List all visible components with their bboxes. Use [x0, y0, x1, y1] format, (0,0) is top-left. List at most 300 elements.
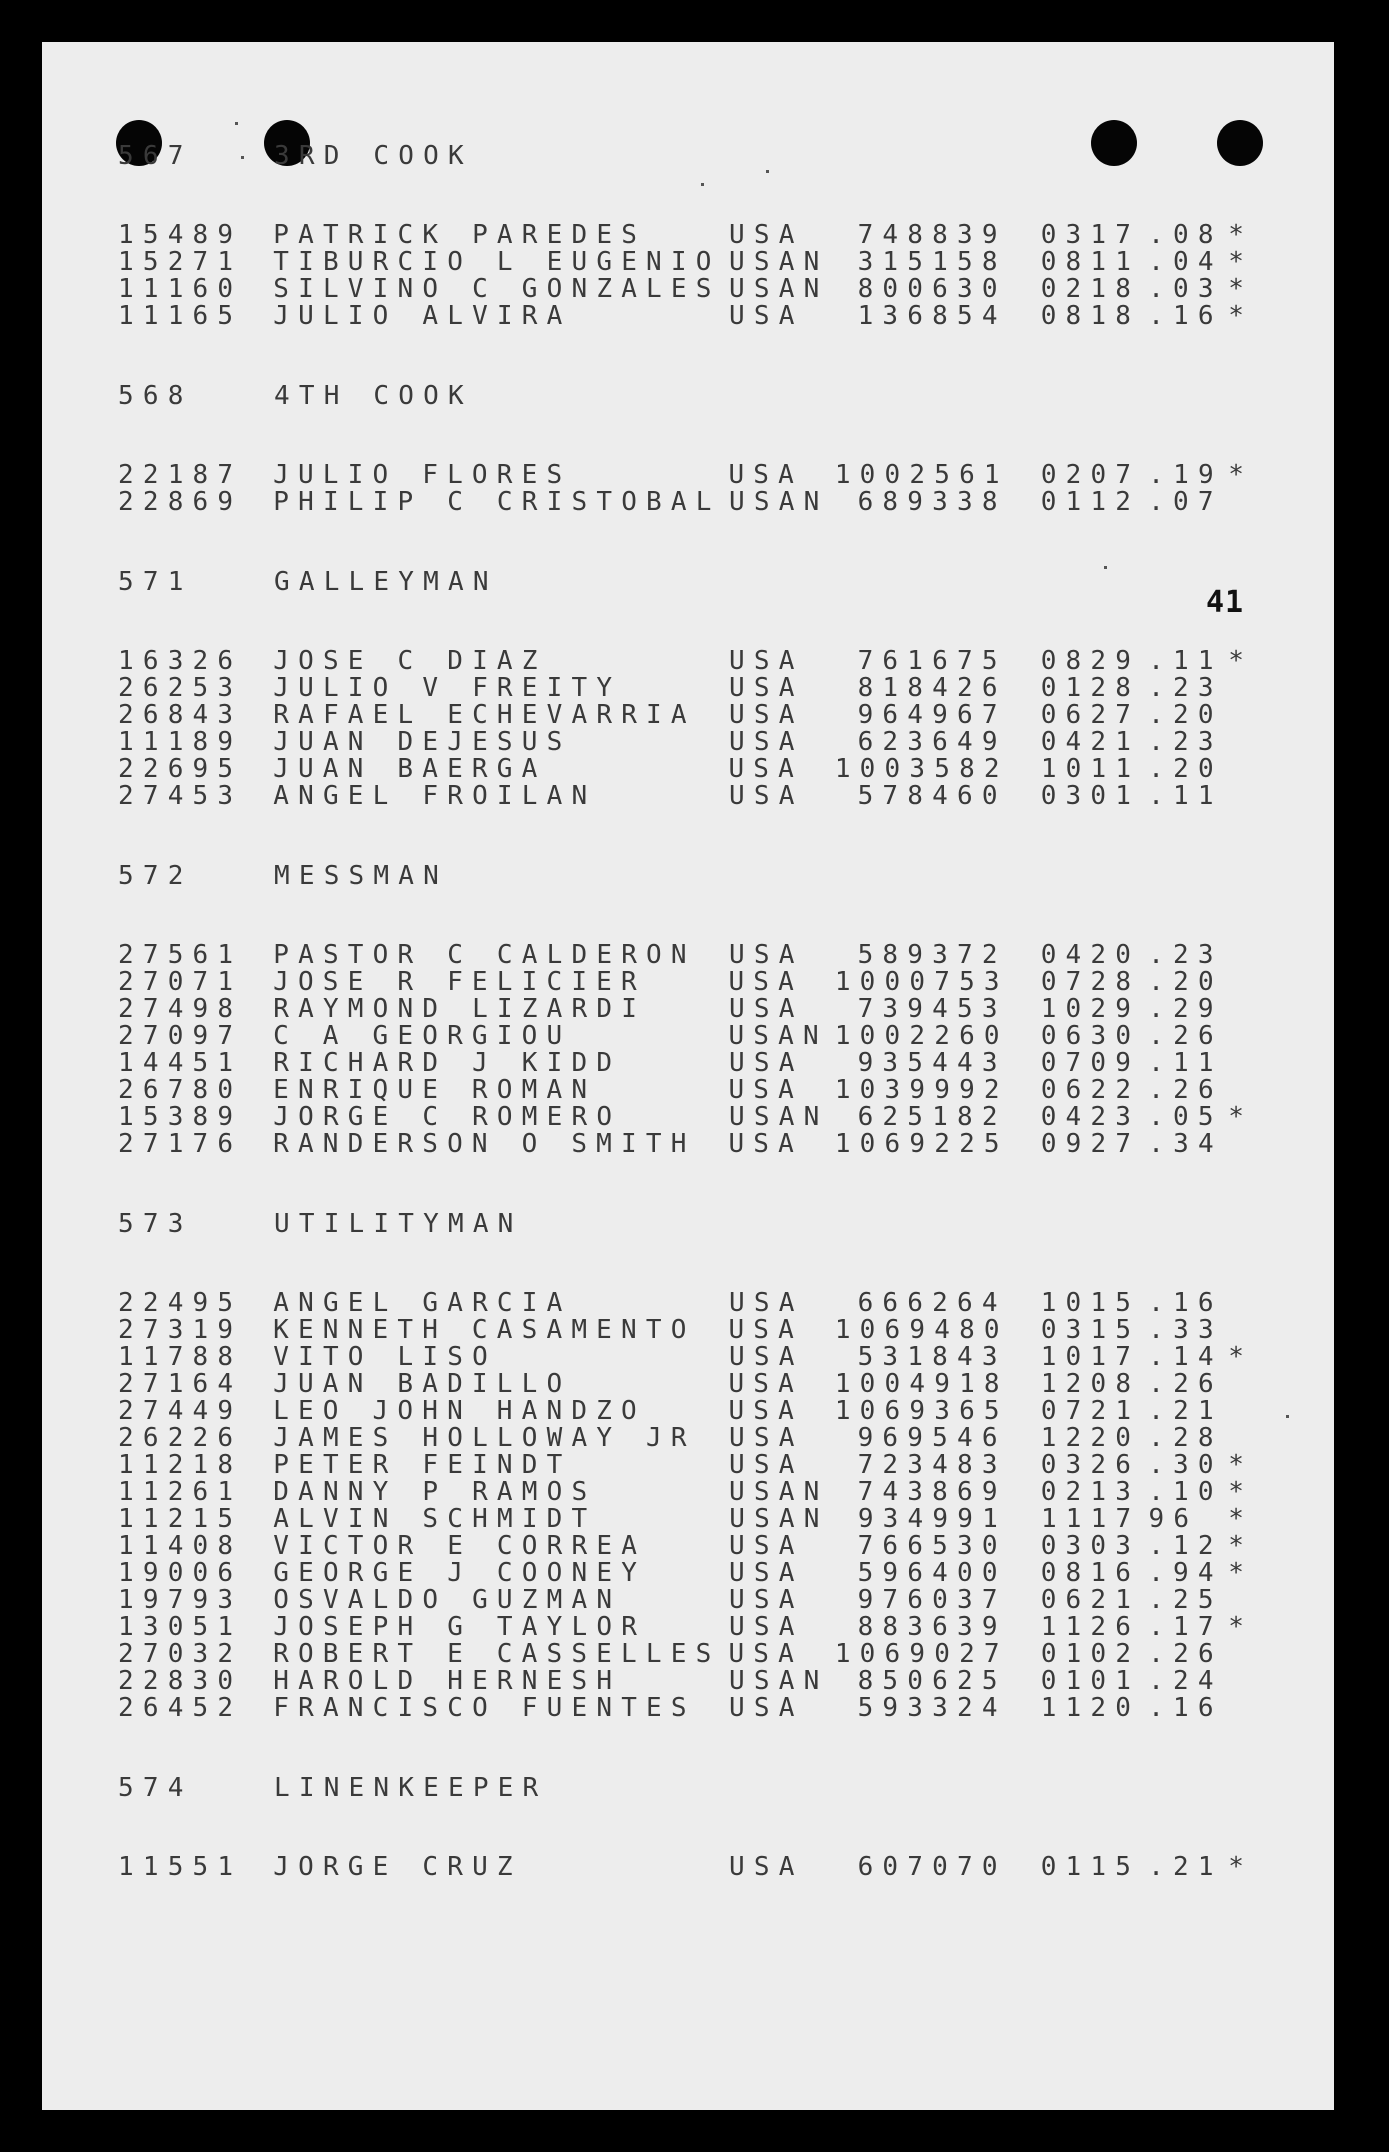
date-code: 1029 — [1040, 994, 1141, 1024]
rate-value: .21 — [1148, 1396, 1223, 1426]
document-number: 766530 — [857, 1531, 1007, 1561]
flag-mark: * — [1228, 1612, 1254, 1642]
date-code: 0927 — [1040, 1129, 1141, 1159]
crew-name: ROBERT E CASSELLES — [273, 1641, 721, 1668]
crew-row — [118, 1398, 1268, 1425]
crew-name: VITO LISO — [273, 1344, 497, 1371]
rating-title: MESSMAN — [274, 861, 448, 891]
flag-mark: * — [1228, 460, 1254, 490]
document-number: 589372 — [857, 940, 1007, 970]
crew-name: OSVALDO GUZMAN — [273, 1587, 622, 1614]
crew-row — [118, 1506, 1268, 1533]
crew-row — [118, 756, 1268, 783]
nationality: USAN — [729, 1504, 829, 1534]
date-code: 0829 — [1040, 646, 1141, 676]
crew-id: 16326 — [118, 646, 243, 676]
nationality: USA — [729, 727, 804, 757]
nationality: USA — [728, 1075, 803, 1105]
crew-name: ANGEL GARCIA — [273, 1290, 572, 1317]
crew-id: 11261 — [118, 1477, 243, 1507]
crew-id: 11189 — [118, 727, 243, 757]
rate-value: .26 — [1148, 1075, 1223, 1105]
rate-value: .16 — [1148, 1693, 1223, 1723]
rating-section — [118, 569, 1268, 810]
flag-mark — [1218, 1425, 1268, 1452]
flag-mark — [1218, 756, 1268, 783]
nationality: USAN — [728, 1021, 828, 1051]
crew-id: 11215 — [118, 1504, 243, 1534]
crew-row — [118, 1641, 1268, 1668]
rate-value: .11 — [1148, 1048, 1223, 1078]
nationality: USA — [729, 940, 804, 970]
document-number: 607070 — [857, 1852, 1007, 1882]
crew-id: 11788 — [118, 1342, 243, 1372]
rate-value: .26 — [1148, 1639, 1223, 1669]
date-code: 0621 — [1040, 1585, 1141, 1615]
document-number: 625182 — [857, 1102, 1007, 1132]
crew-name: TIBURCIO L EUGENIO — [273, 249, 721, 276]
crew-name: ANGEL FROILAN — [273, 783, 597, 810]
date-code: 0303 — [1040, 1531, 1141, 1561]
document-number: 818426 — [857, 673, 1007, 703]
crew-id: 27071 — [118, 967, 243, 997]
flag-mark — [1218, 489, 1268, 516]
crew-id: 22869 — [118, 487, 243, 517]
crew-row — [118, 1077, 1268, 1104]
flag-mark: * — [1228, 646, 1254, 676]
document-number: 1069480 — [834, 1315, 1009, 1345]
crew-row — [118, 969, 1268, 996]
nationality: USA — [729, 1612, 804, 1642]
crew-name: LEO JOHN HANDZO — [273, 1398, 646, 1425]
document-number: 1002561 — [834, 460, 1009, 490]
crew-id: 22695 — [118, 754, 243, 784]
rate-value: .29 — [1148, 994, 1223, 1024]
rate-value: .34 — [1148, 1129, 1223, 1159]
document-number: 531843 — [857, 1342, 1007, 1372]
flag-mark — [1218, 1641, 1268, 1668]
nationality: USAN — [729, 1102, 829, 1132]
nationality: USA — [729, 781, 804, 811]
nationality: USAN — [729, 1477, 829, 1507]
rate-value: 96 — [1148, 1504, 1199, 1534]
crew-name: JOSE C DIAZ — [273, 648, 547, 675]
document-number: 689338 — [857, 487, 1007, 517]
nationality: USAN — [729, 1666, 829, 1696]
flag-mark: * — [1228, 1102, 1254, 1132]
nationality: USA — [728, 1315, 803, 1345]
page-number: 41 — [1206, 585, 1245, 620]
nationality: USA — [728, 1639, 803, 1669]
date-code: 1117 — [1040, 1504, 1141, 1534]
crew-row — [118, 675, 1268, 702]
crew-name: GEORGE J COONEY — [273, 1560, 647, 1587]
crew-name: JAMES HOLLOWAY JR — [273, 1425, 696, 1452]
rate-value: .24 — [1148, 1666, 1223, 1696]
date-code: 0630 — [1040, 1021, 1141, 1051]
crew-id: 27164 — [118, 1369, 243, 1399]
document-number: 935443 — [857, 1048, 1007, 1078]
crew-name: ALVIN SCHMIDT — [273, 1506, 597, 1533]
date-code: 0421 — [1040, 727, 1141, 757]
date-code: 0102 — [1040, 1639, 1141, 1669]
rating-title: UTILITYMAN — [274, 1209, 523, 1239]
crew-name: C A GEORGIOU — [273, 1023, 572, 1050]
nationality: USA — [728, 1129, 803, 1159]
nationality: USAN — [729, 487, 829, 517]
date-code: 0326 — [1040, 1450, 1141, 1480]
nationality: USA — [728, 1396, 803, 1426]
crew-id: 19793 — [118, 1585, 243, 1615]
date-code: 1220 — [1040, 1423, 1141, 1453]
crew-name: JORGE CRUZ — [273, 1854, 522, 1881]
nationality: USA — [729, 1450, 804, 1480]
document-number: 1069225 — [834, 1129, 1009, 1159]
nationality: USAN — [729, 247, 829, 277]
document-number: 623649 — [857, 727, 1007, 757]
section-header — [118, 569, 1268, 596]
crew-row — [118, 1695, 1268, 1722]
date-code: 0315 — [1040, 1315, 1141, 1345]
flag-mark — [1218, 1695, 1268, 1722]
nationality: USA — [729, 1048, 804, 1078]
date-code: 1015 — [1040, 1288, 1141, 1318]
flag-mark — [1218, 783, 1268, 810]
crew-row — [118, 1854, 1268, 1881]
rate-value: .17 — [1148, 1612, 1223, 1642]
date-code: 0423 — [1040, 1102, 1141, 1132]
rate-value: .23 — [1148, 673, 1223, 703]
section-header — [118, 1211, 1268, 1238]
flag-mark: * — [1228, 1852, 1254, 1882]
date-code: 1017 — [1040, 1342, 1141, 1372]
crew-id: 11551 — [118, 1852, 243, 1882]
flag-mark: * — [1228, 247, 1254, 277]
crew-name: KENNETH CASAMENTO — [273, 1317, 696, 1344]
crew-name: RICHARD J KIDD — [273, 1050, 622, 1077]
document-number: 1003582 — [834, 754, 1009, 784]
nationality: USA — [729, 1342, 804, 1372]
document-number: 1004918 — [834, 1369, 1009, 1399]
document-number: 743869 — [857, 1477, 1007, 1507]
crew-row — [118, 462, 1268, 489]
flag-mark — [1218, 1290, 1268, 1317]
crew-row — [118, 729, 1268, 756]
nationality: USA — [729, 301, 804, 331]
crew-id: 13051 — [118, 1612, 243, 1642]
rate-value: .25 — [1148, 1585, 1223, 1615]
crew-id: 26226 — [118, 1423, 243, 1453]
crew-id: 15271 — [118, 247, 243, 277]
nationality: USA — [729, 1288, 804, 1318]
crew-id: 22187 — [118, 460, 243, 490]
document-number: 969546 — [857, 1423, 1007, 1453]
flag-mark — [1218, 1398, 1268, 1425]
flag-mark — [1218, 729, 1268, 756]
date-code: 0218 — [1040, 274, 1141, 304]
nationality: USA — [729, 1558, 804, 1588]
crew-name: FRANCISCO FUENTES — [273, 1695, 696, 1722]
date-code: 0101 — [1040, 1666, 1141, 1696]
flag-mark — [1218, 1050, 1268, 1077]
rating-title: 3RD COOK — [274, 141, 473, 171]
flag-mark — [1218, 675, 1268, 702]
rate-value: .11 — [1148, 646, 1223, 676]
date-code: 1011 — [1040, 754, 1141, 784]
crew-id: 27449 — [118, 1396, 243, 1426]
date-code: 0317 — [1040, 220, 1141, 250]
crew-id: 11408 — [118, 1531, 243, 1561]
document-number: 883639 — [857, 1612, 1007, 1642]
crew-id: 26253 — [118, 673, 243, 703]
crew-id: 14451 — [118, 1048, 243, 1078]
document-number: 850625 — [857, 1666, 1007, 1696]
crew-id: 27032 — [118, 1639, 243, 1669]
rate-value: .11 — [1148, 781, 1223, 811]
crew-row — [118, 1452, 1268, 1479]
crew-row — [118, 1668, 1268, 1695]
crew-name: HAROLD HERNESH — [273, 1668, 622, 1695]
date-code: 0627 — [1040, 700, 1141, 730]
crew-name: ENRIQUE ROMAN — [273, 1077, 597, 1104]
crew-name: JULIO FLORES — [273, 462, 572, 489]
document-number: 723483 — [857, 1450, 1007, 1480]
rate-value: .16 — [1148, 301, 1223, 331]
rate-value: .28 — [1148, 1423, 1223, 1453]
crew-id: 27498 — [118, 994, 243, 1024]
crew-id: 27097 — [118, 1021, 243, 1051]
rate-value: .94 — [1148, 1558, 1223, 1588]
rating-section — [118, 383, 1268, 516]
rate-value: .26 — [1148, 1369, 1223, 1399]
crew-row — [118, 276, 1268, 303]
rating-code: 574 — [118, 1773, 193, 1803]
crew-name: PATRICK PAREDES — [273, 222, 647, 249]
document-number: 136854 — [857, 301, 1007, 331]
rating-code: 572 — [118, 861, 193, 891]
flag-mark — [1218, 1668, 1268, 1695]
crew-id: 11218 — [118, 1450, 243, 1480]
flag-mark — [1218, 996, 1268, 1023]
flag-mark: * — [1228, 1558, 1254, 1588]
flag-mark — [1218, 702, 1268, 729]
crew-id: 15489 — [118, 220, 243, 250]
flag-mark — [1218, 1131, 1268, 1158]
crew-row — [118, 996, 1268, 1023]
rate-value: .16 — [1148, 1288, 1223, 1318]
rating-section — [118, 863, 1268, 1158]
date-code: 0811 — [1040, 247, 1141, 277]
crew-row — [118, 1479, 1268, 1506]
crew-id: 22830 — [118, 1666, 243, 1696]
flag-mark — [1218, 1317, 1268, 1344]
document-number: 666264 — [857, 1288, 1007, 1318]
rate-value: .07 — [1148, 487, 1223, 517]
crew-row — [118, 1290, 1268, 1317]
crew-name: JORGE C ROMERO — [273, 1104, 622, 1131]
crew-row — [118, 1614, 1268, 1641]
document-number: 1069365 — [834, 1396, 1009, 1426]
crew-id: 27319 — [118, 1315, 243, 1345]
document-number: 315158 — [857, 247, 1007, 277]
date-code: 0818 — [1040, 301, 1141, 331]
flag-mark — [1218, 942, 1268, 969]
flag-mark — [1218, 1023, 1268, 1050]
crew-name: JOSE R FELICIER — [273, 969, 646, 996]
nationality: USA — [729, 646, 804, 676]
document-number: 964967 — [857, 700, 1007, 730]
crew-name: VICTOR E CORREA — [273, 1533, 647, 1560]
crew-name: RAFAEL ECHEVARRIA — [273, 702, 696, 729]
rate-value: .10 — [1148, 1477, 1223, 1507]
date-code: 1120 — [1040, 1693, 1141, 1723]
nationality: USA — [729, 1693, 804, 1723]
document-number: 596400 — [857, 1558, 1007, 1588]
crew-name: JULIO V FREITY — [273, 675, 622, 702]
crew-row — [118, 1587, 1268, 1614]
crew-row — [118, 1371, 1268, 1398]
crew-name: JUAN BADILLO — [273, 1371, 572, 1398]
rating-title: 4TH COOK — [274, 381, 473, 411]
crew-row — [118, 1533, 1268, 1560]
document-number: 934991 — [857, 1504, 1007, 1534]
document-number: 748839 — [857, 220, 1007, 250]
rate-value: .20 — [1148, 700, 1223, 730]
rating-section — [118, 143, 1268, 330]
rating-code: 568 — [118, 381, 193, 411]
document-number: 976037 — [857, 1585, 1007, 1615]
rate-value: .20 — [1148, 967, 1223, 997]
crew-name: DANNY P RAMOS — [273, 1479, 597, 1506]
speck — [1286, 1415, 1289, 1418]
date-code: 0128 — [1040, 673, 1141, 703]
section-header — [118, 863, 1268, 890]
date-code: 0301 — [1040, 781, 1141, 811]
flag-mark: * — [1228, 1531, 1254, 1561]
crew-name: PETER FEINDT — [273, 1452, 572, 1479]
crew-name: JOSEPH G TAYLOR — [273, 1614, 647, 1641]
rating-section — [118, 1211, 1268, 1722]
date-code: 0112 — [1040, 487, 1141, 517]
date-code: 0816 — [1040, 1558, 1141, 1588]
crew-row — [118, 489, 1268, 516]
document-number: 800630 — [857, 274, 1007, 304]
crew-row — [118, 1104, 1268, 1131]
crew-name: JULIO ALVIRA — [273, 303, 572, 330]
crew-id: 11160 — [118, 274, 243, 304]
crew-list — [118, 143, 1268, 1934]
document-number: 1039992 — [834, 1075, 1009, 1105]
rating-code: 571 — [118, 567, 193, 597]
crew-name: JUAN BAERGA — [273, 756, 547, 783]
document-number: 578460 — [857, 781, 1007, 811]
flag-mark: * — [1228, 220, 1254, 250]
rate-value: .30 — [1148, 1450, 1223, 1480]
rate-value: .26 — [1148, 1021, 1223, 1051]
document-number: 761675 — [857, 646, 1007, 676]
crew-name: RAYMOND LIZARDI — [273, 996, 647, 1023]
crew-row — [118, 648, 1268, 675]
flag-mark: * — [1228, 1450, 1254, 1480]
crew-row — [118, 303, 1268, 330]
rate-value: .04 — [1148, 247, 1223, 277]
date-code: 1208 — [1040, 1369, 1141, 1399]
crew-id: 26780 — [118, 1075, 243, 1105]
crew-id: 15389 — [118, 1102, 243, 1132]
date-code: 0213 — [1040, 1477, 1141, 1507]
rate-value: .23 — [1148, 727, 1223, 757]
crew-id: 26452 — [118, 1693, 243, 1723]
flag-mark — [1218, 1077, 1268, 1104]
rating-title: GALLEYMAN — [274, 567, 498, 597]
crew-id: 26843 — [118, 700, 243, 730]
crew-name: PHILIP C CRISTOBAL — [273, 489, 721, 516]
crew-name: PASTOR C CALDERON — [273, 942, 696, 969]
rating-code: 573 — [118, 1209, 193, 1239]
date-code: 0709 — [1040, 1048, 1141, 1078]
nationality: USA — [729, 700, 804, 730]
document-number: 1000753 — [834, 967, 1009, 997]
crew-row — [118, 1425, 1268, 1452]
rate-value: .33 — [1148, 1315, 1223, 1345]
date-code: 0622 — [1040, 1075, 1141, 1105]
flag-mark — [1218, 969, 1268, 996]
date-code: 0115 — [1040, 1852, 1141, 1882]
nationality: USA — [729, 1423, 804, 1453]
rate-value: .08 — [1148, 220, 1223, 250]
crew-row — [118, 1317, 1268, 1344]
rate-value: .14 — [1148, 1342, 1223, 1372]
crew-id: 22495 — [118, 1288, 243, 1318]
crew-row — [118, 783, 1268, 810]
date-code: 0207 — [1040, 460, 1141, 490]
nationality: USA — [729, 220, 804, 250]
nationality: USAN — [729, 274, 829, 304]
rate-value: .21 — [1148, 1852, 1223, 1882]
nationality: USA — [729, 673, 804, 703]
crew-row — [118, 1344, 1268, 1371]
crew-row — [118, 1560, 1268, 1587]
rating-code: 567 — [118, 141, 193, 171]
flag-mark: * — [1228, 1504, 1254, 1534]
rate-value: .12 — [1148, 1531, 1223, 1561]
flag-mark: * — [1228, 1342, 1254, 1372]
document-number: 593324 — [857, 1693, 1007, 1723]
rate-value: .19 — [1148, 460, 1223, 490]
date-code: 0728 — [1040, 967, 1141, 997]
flag-mark: * — [1228, 274, 1254, 304]
crew-row — [118, 249, 1268, 276]
rate-value: .20 — [1148, 754, 1223, 784]
crew-id: 19006 — [118, 1558, 243, 1588]
speck — [235, 122, 238, 125]
nationality: USA — [729, 1531, 804, 1561]
rate-value: .23 — [1148, 940, 1223, 970]
date-code: 1126 — [1040, 1612, 1141, 1642]
crew-row — [118, 1131, 1268, 1158]
crew-id: 27561 — [118, 940, 243, 970]
nationality: USA — [729, 1852, 804, 1882]
date-code: 0721 — [1040, 1396, 1141, 1426]
crew-name: JUAN DEJESUS — [273, 729, 572, 756]
flag-mark: * — [1228, 301, 1254, 331]
rate-value: .03 — [1148, 274, 1223, 304]
nationality: USA — [728, 1369, 803, 1399]
crew-id: 27453 — [118, 781, 243, 811]
date-code: 0420 — [1040, 940, 1141, 970]
crew-name: SILVINO C GONZALES — [273, 276, 721, 303]
section-header — [118, 383, 1268, 410]
